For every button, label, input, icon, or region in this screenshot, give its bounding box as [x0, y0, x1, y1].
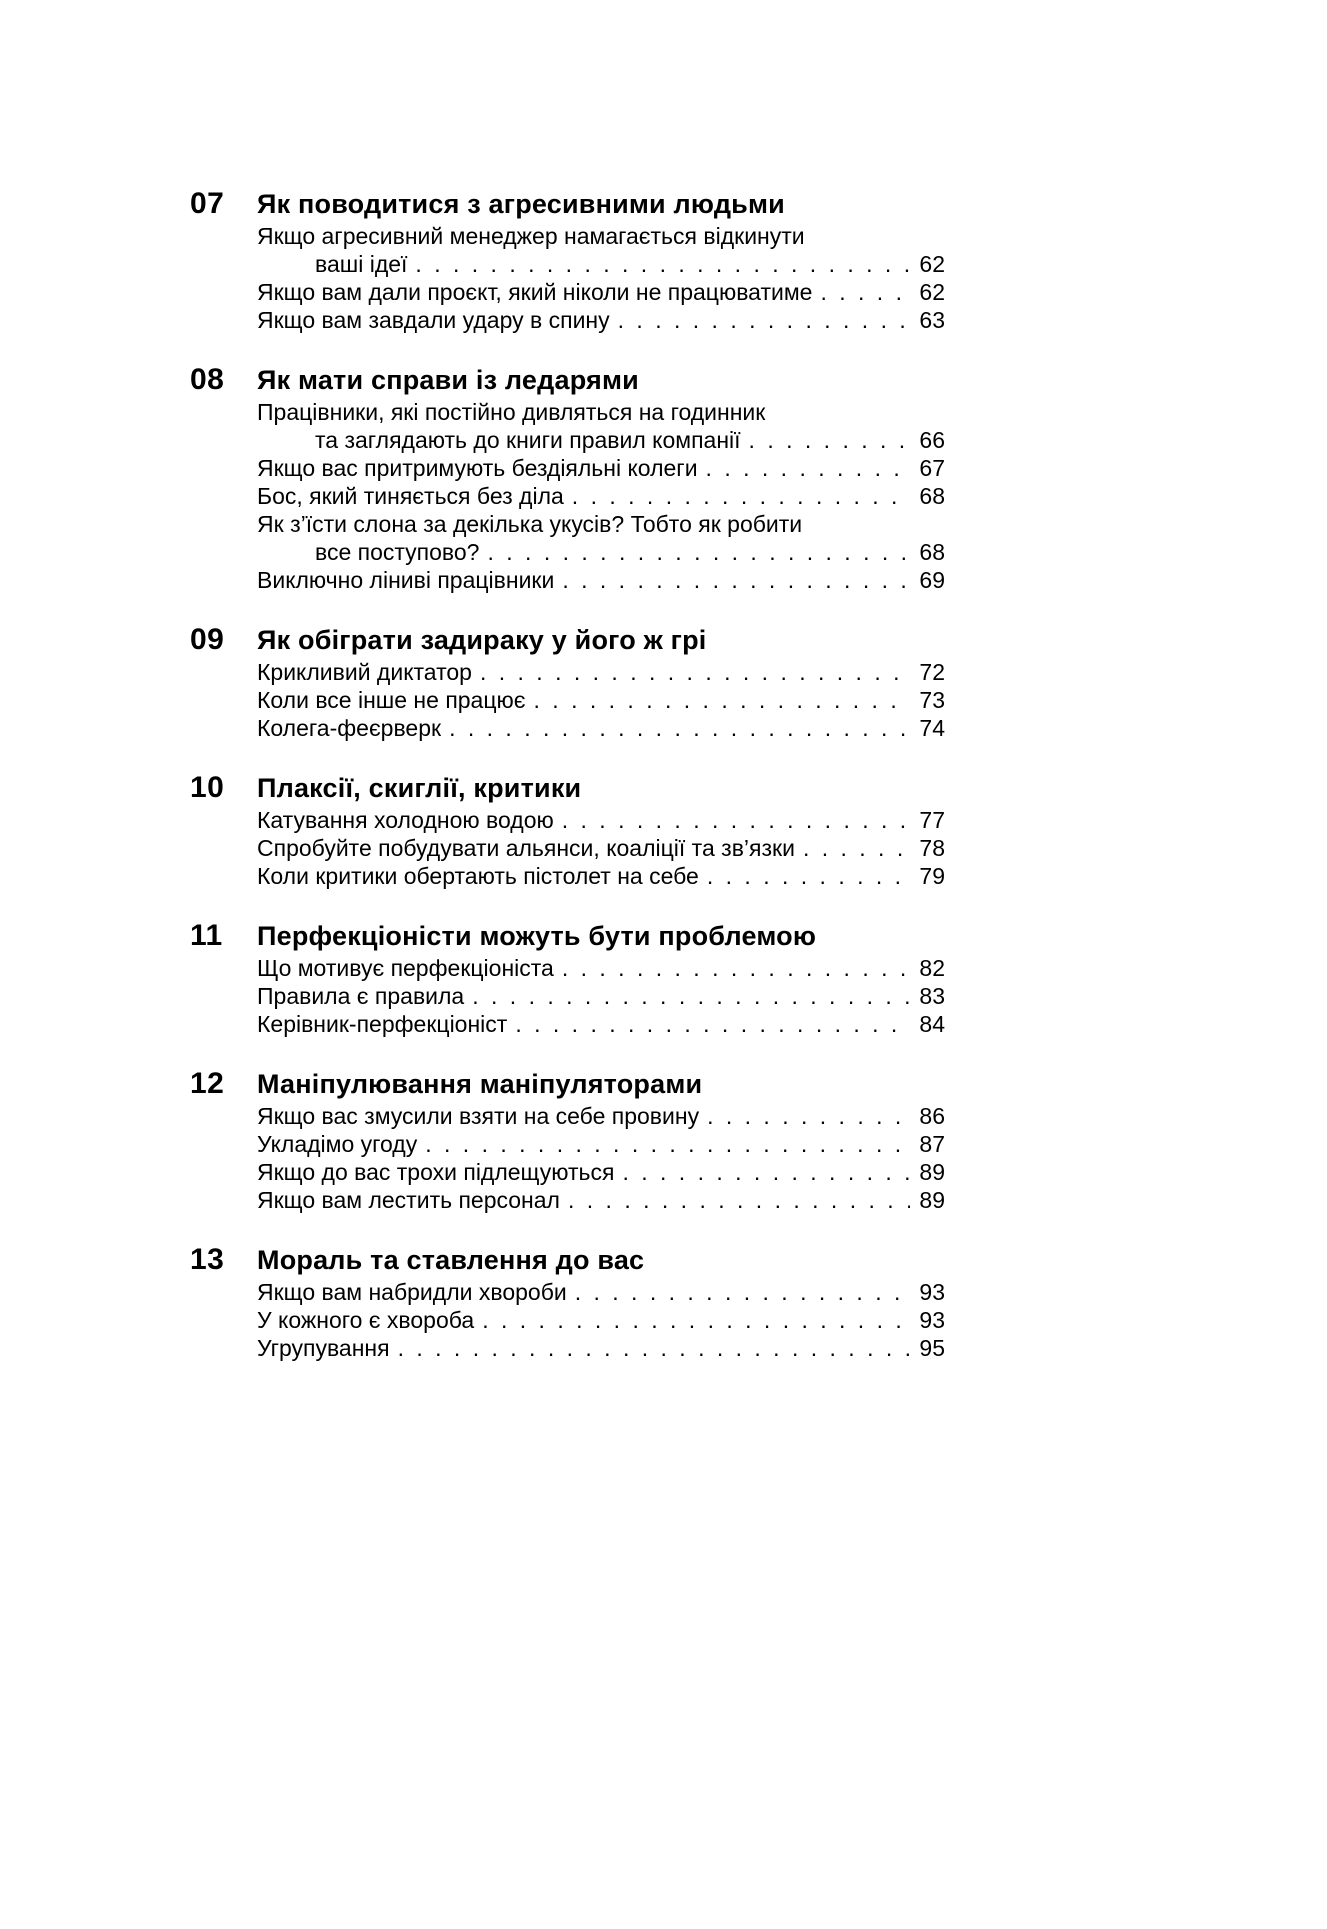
entry-text: Коли все інше не працює [257, 687, 526, 713]
dot-leader [398, 1334, 910, 1362]
chapter-heading [190, 188, 945, 220]
entry-text: Коли критики обертають пістолет на себе [257, 863, 699, 889]
dot-leader [562, 806, 910, 834]
entry-text: Якщо вам лестить персонал [257, 1187, 560, 1213]
chapter-entries [257, 398, 945, 594]
chapter-title: Як мати справи із ледарями [257, 365, 639, 395]
chapter-number: 07 [190, 187, 225, 220]
toc-entry-line [257, 1158, 945, 1186]
entry-page-number: 77 [919, 807, 945, 833]
entry-page-number: 78 [919, 835, 945, 861]
entry-text: Правила є правила [257, 983, 465, 1009]
toc-entry-line [257, 686, 945, 714]
dot-leader [706, 454, 910, 482]
chapter-entries [257, 806, 945, 890]
entry-text: Катування холодною водою [257, 807, 554, 833]
chapter-heading [190, 624, 945, 656]
toc-chapter [190, 364, 945, 594]
entry-page-number: 89 [919, 1159, 945, 1185]
entry-text: Угрупування [257, 1335, 390, 1361]
chapter-number: 11 [190, 919, 223, 952]
entry-text: У кожного є хвороба [257, 1307, 475, 1333]
entry-page-number: 68 [919, 539, 945, 565]
entry-text: Бос, який тиняється без діла [257, 483, 564, 509]
entry-text: Якщо вас притримують бездіяльні колеги [257, 455, 698, 481]
entry-text: Виключно ліниві працівники [257, 567, 555, 593]
entry-page-number: 62 [919, 279, 945, 305]
toc-entry-line [257, 538, 945, 566]
entry-page-number: 93 [919, 1307, 945, 1333]
entry-text: Колега-феєрверк [257, 715, 442, 741]
chapter-entries [257, 1278, 945, 1362]
entry-page-number: 73 [919, 687, 945, 713]
toc-entry-line [257, 806, 945, 834]
toc-entry-line [257, 454, 945, 482]
toc-entry-line [257, 982, 945, 1010]
chapter-entries [257, 222, 945, 334]
toc-entry-line [257, 426, 945, 454]
toc-entry-line [257, 278, 945, 306]
chapter-entries [257, 1102, 945, 1214]
toc-entry-line [257, 862, 945, 890]
entry-text: все поступово? [315, 539, 480, 565]
toc-entry-line [257, 1306, 945, 1334]
chapter-title: Як обіграти задираку у його ж грі [257, 625, 707, 655]
entry-page-number: 84 [919, 1011, 945, 1037]
entry-text: Крикливий диктатор [257, 659, 472, 685]
toc-entry-line [257, 1130, 945, 1158]
toc-entry-line [257, 1102, 945, 1130]
toc-entry-line [257, 306, 945, 334]
dot-leader [572, 482, 910, 510]
chapter-heading [190, 1068, 945, 1100]
toc-entry-line [257, 954, 945, 982]
entry-text: Якщо вас змусили взяти на себе провину [257, 1103, 700, 1129]
toc-chapter [190, 772, 945, 890]
dot-leader [425, 1130, 910, 1158]
dot-leader [575, 1278, 910, 1306]
dot-leader [515, 1010, 910, 1038]
chapter-title: Як поводитися з агресивними людьми [257, 189, 785, 219]
toc-entry-line [257, 1334, 945, 1362]
dot-leader [480, 658, 910, 686]
toc-chapter [190, 1068, 945, 1214]
toc-entry-line [257, 482, 945, 510]
chapter-title: Мораль та ставлення до вас [257, 1245, 645, 1275]
entry-page-number: 86 [919, 1103, 945, 1129]
entry-page-number: 79 [919, 863, 945, 889]
dot-leader [622, 1158, 910, 1186]
entry-page-number: 62 [919, 251, 945, 277]
toc-entry-line [257, 566, 945, 594]
chapter-number: 13 [190, 1243, 225, 1276]
toc-chapter [190, 624, 945, 742]
dot-leader [618, 306, 910, 334]
entry-page-number: 67 [919, 455, 945, 481]
entry-page-number: 69 [919, 567, 945, 593]
entry-page-number: 72 [919, 659, 945, 685]
entry-text: та заглядають до книги правил компанії [315, 427, 741, 453]
entry-page-number: 66 [919, 427, 945, 453]
toc-chapter [190, 188, 945, 334]
chapter-heading [190, 920, 945, 952]
dot-leader [749, 426, 910, 454]
dot-leader [415, 250, 910, 278]
entry-text: Якщо агресивний менеджер намагається відкинути [257, 223, 805, 249]
toc-entry-line [257, 1010, 945, 1038]
entry-text: Укладімо угоду [257, 1131, 418, 1157]
entry-page-number: 87 [919, 1131, 945, 1157]
chapter-heading [190, 1244, 945, 1276]
chapter-heading [190, 364, 945, 396]
entry-page-number: 93 [919, 1279, 945, 1305]
entry-text: ваші ідеї [315, 251, 408, 277]
dot-leader [487, 538, 910, 566]
chapter-entries [257, 658, 945, 742]
chapter-heading [190, 772, 945, 804]
chapter-title: Плаксії, скиглії, критики [257, 773, 582, 803]
toc-entry-line [257, 834, 945, 862]
entry-text: Спробуйте побудувати альянси, коаліції та зв’язки [257, 835, 795, 861]
entry-text: Якщо вам набридли хвороби [257, 1279, 567, 1305]
toc-entry-line [257, 510, 945, 538]
toc-chapter [190, 920, 945, 1038]
chapter-title: Маніпулювання маніпуляторами [257, 1069, 703, 1099]
entry-page-number: 89 [919, 1187, 945, 1213]
chapter-list [190, 188, 945, 1362]
dot-leader [562, 954, 910, 982]
dot-leader [449, 714, 910, 742]
entry-page-number: 95 [919, 1335, 945, 1361]
entry-text: Як з’їсти слона за декілька укусів? Тобто як робити [257, 511, 803, 537]
chapter-number: 09 [190, 623, 225, 656]
dot-leader [534, 686, 910, 714]
entry-text: Керівник-перфекціоніст [257, 1011, 508, 1037]
entry-page-number: 83 [919, 983, 945, 1009]
toc-entry-line [257, 222, 945, 250]
entry-page-number: 82 [919, 955, 945, 981]
entry-text: Що мотивує перфекціоніста [257, 955, 554, 981]
chapter-entries [257, 954, 945, 1038]
entry-text: Працівники, які постійно дивляться на годинник [257, 399, 766, 425]
entry-page-number: 68 [919, 483, 945, 509]
entry-text: Якщо вам завдали удару в спину [257, 307, 610, 333]
toc-entry-line [257, 714, 945, 742]
dot-leader [820, 278, 910, 306]
toc-entry-line [257, 1186, 945, 1214]
chapter-number: 08 [190, 363, 225, 396]
dot-leader [568, 1186, 910, 1214]
entry-text: Якщо вам дали проєкт, який ніколи не працюватиме [257, 279, 813, 305]
toc-entry-line [257, 1278, 945, 1306]
chapter-number: 12 [190, 1067, 225, 1100]
entry-page-number: 63 [919, 307, 945, 333]
dot-leader [707, 862, 910, 890]
chapter-number: 10 [190, 771, 225, 804]
toc-entry-line [257, 658, 945, 686]
entry-page-number: 74 [919, 715, 945, 741]
toc-entry-line [257, 398, 945, 426]
dot-leader [482, 1306, 910, 1334]
toc-entry-line [257, 250, 945, 278]
chapter-title: Перфекціоністи можуть бути проблемою [257, 921, 817, 951]
dot-leader [472, 982, 910, 1010]
dot-leader [562, 566, 910, 594]
toc-chapter [190, 1244, 945, 1362]
entry-text: Якщо до вас трохи підлещуються [257, 1159, 615, 1185]
dot-leader [803, 834, 910, 862]
dot-leader [707, 1102, 910, 1130]
